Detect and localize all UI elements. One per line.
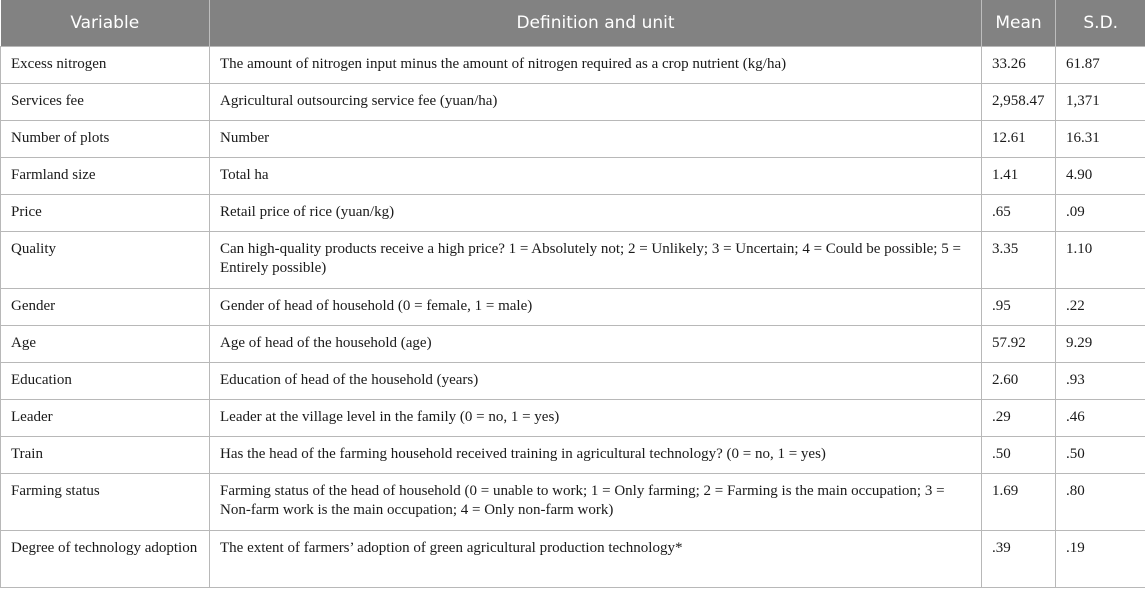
table-row xyxy=(1,195,1145,232)
cell-mean: 3.35 xyxy=(982,232,1056,289)
cell-variable: Number of plots xyxy=(1,121,210,158)
cell-variable: Excess nitrogen xyxy=(1,47,210,84)
cell-variable: Leader xyxy=(1,400,210,437)
cell-variable: Price xyxy=(1,195,210,232)
cell-mean: 57.92 xyxy=(982,326,1056,363)
cell-definition: Education of head of the household (years) xyxy=(210,363,982,400)
cell-variable: Degree of technology adoption xyxy=(1,531,210,588)
table-row xyxy=(1,289,1145,326)
cell-variable: Gender xyxy=(1,289,210,326)
cell-mean: .65 xyxy=(982,195,1056,232)
cell-sd: .80 xyxy=(1056,474,1145,531)
table-row xyxy=(1,158,1145,195)
cell-sd: .19 xyxy=(1056,531,1145,588)
cell-mean: 2.60 xyxy=(982,363,1056,400)
cell-variable: Train xyxy=(1,437,210,474)
table-row xyxy=(1,326,1145,363)
cell-variable: Services fee xyxy=(1,84,210,121)
cell-mean: 12.61 xyxy=(982,121,1056,158)
cell-sd: .93 xyxy=(1056,363,1145,400)
cell-mean: .95 xyxy=(982,289,1056,326)
header-sd: S.D. xyxy=(1056,0,1145,47)
cell-sd: 1.10 xyxy=(1056,232,1145,289)
header-mean: Mean xyxy=(982,0,1056,47)
cell-mean: 33.26 xyxy=(982,47,1056,84)
cell-definition: Agricultural outsourcing service fee (yuan/ha) xyxy=(210,84,982,121)
cell-definition: Farming status of the head of household (0 = unable to work; 1 = Only farming; 2 = Farming is the main occupation; 3 = Non-farm work is the main occupation; 4 = Only non-farm work) xyxy=(210,474,982,531)
cell-mean: 2,958.47 xyxy=(982,84,1056,121)
cell-definition: The extent of farmers’ adoption of green agricultural production technology* xyxy=(210,531,982,588)
cell-sd: .09 xyxy=(1056,195,1145,232)
cell-variable: Farmland size xyxy=(1,158,210,195)
cell-variable: Quality xyxy=(1,232,210,289)
cell-sd: 4.90 xyxy=(1056,158,1145,195)
cell-definition: Age of head of the household (age) xyxy=(210,326,982,363)
cell-sd: 1,371 xyxy=(1056,84,1145,121)
cell-sd: .22 xyxy=(1056,289,1145,326)
table-row xyxy=(1,531,1145,588)
header-definition: Definition and unit xyxy=(210,0,982,47)
table-row xyxy=(1,84,1145,121)
cell-definition: Can high-quality products receive a high price? 1 = Absolutely not; 2 = Unlikely; 3 = Uncertain; 4 = Could be possible; 5 = Entirely possible) xyxy=(210,232,982,289)
cell-definition: The amount of nitrogen input minus the amount of nitrogen required as a crop nutrient (kg/ha) xyxy=(210,47,982,84)
table-row xyxy=(1,232,1145,289)
table-row xyxy=(1,47,1145,84)
cell-variable: Farming status xyxy=(1,474,210,531)
cell-mean: .39 xyxy=(982,531,1056,588)
cell-definition: Number xyxy=(210,121,982,158)
cell-sd: .46 xyxy=(1056,400,1145,437)
cell-sd: .50 xyxy=(1056,437,1145,474)
cell-sd: 61.87 xyxy=(1056,47,1145,84)
cell-definition: Leader at the village level in the family (0 = no, 1 = yes) xyxy=(210,400,982,437)
cell-definition: Gender of head of household (0 = female, 1 = male) xyxy=(210,289,982,326)
header-variable: Variable xyxy=(1,0,210,47)
table-row xyxy=(1,437,1145,474)
cell-mean: 1.41 xyxy=(982,158,1056,195)
cell-definition: Retail price of rice (yuan/kg) xyxy=(210,195,982,232)
cell-definition: Has the head of the farming household received training in agricultural technology? (0 = no, 1 = yes) xyxy=(210,437,982,474)
table-row xyxy=(1,363,1145,400)
cell-definition: Total ha xyxy=(210,158,982,195)
cell-variable: Education xyxy=(1,363,210,400)
cell-sd: 16.31 xyxy=(1056,121,1145,158)
cell-mean: 1.69 xyxy=(982,474,1056,531)
table-header-row xyxy=(1,0,1145,47)
cell-variable: Age xyxy=(1,326,210,363)
cell-mean: .29 xyxy=(982,400,1056,437)
table-row xyxy=(1,400,1145,437)
table-row xyxy=(1,474,1145,531)
cell-mean: .50 xyxy=(982,437,1056,474)
table-row xyxy=(1,121,1145,158)
cell-sd: 9.29 xyxy=(1056,326,1145,363)
